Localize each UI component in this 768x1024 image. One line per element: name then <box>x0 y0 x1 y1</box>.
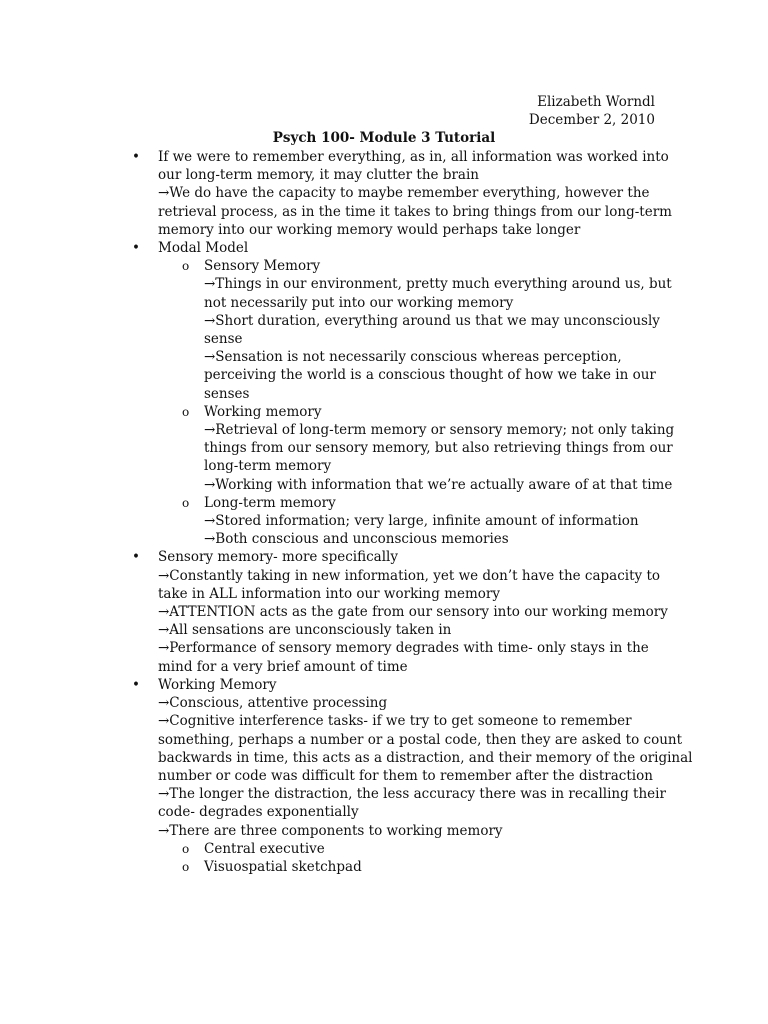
outline-line-text: take in ALL information into our working memory <box>158 585 500 602</box>
outline-line <box>0 366 768 384</box>
outline-line <box>0 621 768 639</box>
outline-line-text: senses <box>204 385 250 402</box>
outline-line-text: →Cognitive interference tasks- if we try to get someone to remember <box>158 713 632 730</box>
outline-line-text: If we were to remember everything, as in, all information was worked into <box>158 149 669 165</box>
outline-line-text: memory into our working memory would perhaps take longer <box>158 221 581 238</box>
outline-line <box>0 275 768 293</box>
sub-bullet-marker: o <box>182 404 190 419</box>
outline-line-text: backwards in time, this acts as a distraction, and their memory of the original <box>158 749 693 766</box>
outline-line-text: →Stored information; very large, infinite amount of information <box>204 513 639 530</box>
author-name: Elizabeth Worndl <box>537 94 655 110</box>
outline-line <box>0 785 768 803</box>
outline-line <box>0 421 768 439</box>
outline-line-text: →Things in our environment, pretty much everything around us, but <box>204 276 672 293</box>
outline-line-text: →Both conscious and unconscious memories <box>204 531 509 548</box>
bullet-marker: • <box>132 240 140 257</box>
outline-line-text: →We do have the capacity to maybe remember everything, however the <box>158 185 650 202</box>
outline-line-text: Modal Model <box>158 240 249 257</box>
outline-line <box>0 767 768 785</box>
sub-bullet-marker: o <box>182 495 190 510</box>
outline-line-text: →The longer the distraction, the less accuracy there was in recalling their <box>158 786 666 803</box>
outline-line <box>0 257 768 275</box>
outline-line-text: →Working with information that we’re actually aware of at that time <box>204 476 673 493</box>
outline-line <box>0 457 768 475</box>
outline-line <box>0 203 768 221</box>
outline-line <box>0 403 768 421</box>
outline-line-text: Sensory memory- more specifically <box>158 549 398 566</box>
outline-line-text: things from our sensory memory, but also retrieving things from our <box>204 440 673 457</box>
bullet-marker: • <box>132 149 140 165</box>
outline-line <box>0 749 768 767</box>
outline-line <box>0 676 768 694</box>
outline-line <box>0 476 768 494</box>
outline-line <box>0 731 768 749</box>
outline-line-text: Working memory <box>204 403 322 420</box>
outline-line-text: number or code was difficult for them to remember after the distraction <box>158 767 653 784</box>
outline-line-text: →Constantly taking in new information, yet we don’t have the capacity to <box>158 567 661 584</box>
bullet-marker: • <box>132 549 140 566</box>
outline-line <box>0 512 768 530</box>
document-title: Psych 100- Module 3 Tutorial <box>272 130 496 146</box>
outline-line <box>0 585 768 603</box>
outline-line-text: perceiving the world is a conscious thought of how we take in our <box>204 367 656 384</box>
outline-line <box>0 548 768 566</box>
outline-line <box>0 803 768 821</box>
outline-line-text: mind for a very brief amount of time <box>158 658 408 675</box>
outline-line-text: Visuospatial sketchpad <box>204 858 362 875</box>
outline-line <box>0 166 768 184</box>
outline-line <box>0 603 768 621</box>
document-date: December 2, 2010 <box>528 112 655 129</box>
outline-line <box>0 385 768 403</box>
outline-line <box>0 712 768 730</box>
outline-line <box>0 184 768 202</box>
outline-line <box>0 439 768 457</box>
outline-line-text: something, perhaps a number or a postal code, then they are asked to count <box>158 731 683 748</box>
sub-bullet-marker: o <box>182 859 190 874</box>
document-body <box>0 148 768 876</box>
outline-line <box>0 330 768 348</box>
outline-line <box>0 840 768 858</box>
outline-line-text: Working Memory <box>158 676 277 693</box>
outline-line <box>0 148 768 166</box>
outline-line <box>0 822 768 840</box>
outline-line-text: →Retrieval of long-term memory or sensory memory; not only taking <box>204 422 675 439</box>
outline-line-text: →Short duration, everything around us that we may unconsciously <box>204 312 660 329</box>
sub-bullet-marker: o <box>182 841 190 856</box>
outline-line <box>0 239 768 257</box>
outline-line-text: long-term memory <box>204 458 332 475</box>
outline-line-text: →ATTENTION acts as the gate from our sensory into our working memory <box>158 604 668 621</box>
outline-line <box>0 312 768 330</box>
outline-line <box>0 294 768 312</box>
outline-line <box>0 221 768 239</box>
outline-line-text: →Conscious, attentive processing <box>158 695 388 712</box>
outline-line <box>0 658 768 676</box>
outline-line <box>0 494 768 512</box>
bullet-marker: • <box>132 676 140 693</box>
outline-line-text: →Sensation is not necessarily conscious whereas perception, <box>204 349 622 366</box>
outline-line <box>0 567 768 585</box>
outline-line-text: code- degrades exponentially <box>158 804 359 821</box>
outline-line-text: Long-term memory <box>204 494 336 511</box>
outline-line-text: our long-term memory, it may clutter the brain <box>158 167 479 184</box>
outline-line-text: →Performance of sensory memory degrades with time- only stays in the <box>158 640 649 657</box>
outline-line-text: Sensory Memory <box>204 258 321 275</box>
sub-bullet-marker: o <box>182 259 190 274</box>
outline-line-text: sense <box>204 331 243 348</box>
outline-line <box>0 858 768 876</box>
outline-line <box>0 639 768 657</box>
outline-line-text: →There are three components to working memory <box>158 822 503 839</box>
outline-line-text: not necessarily put into our working memory <box>204 294 514 311</box>
outline-line <box>0 348 768 366</box>
outline-line <box>0 694 768 712</box>
outline-line-text: →All sensations are unconsciously taken in <box>158 622 452 639</box>
outline-line <box>0 530 768 548</box>
outline-line-text: Central executive <box>204 840 325 857</box>
author-block <box>529 93 655 129</box>
outline-line-text: retrieval process, as in the time it takes to bring things from our long-term <box>158 203 672 220</box>
